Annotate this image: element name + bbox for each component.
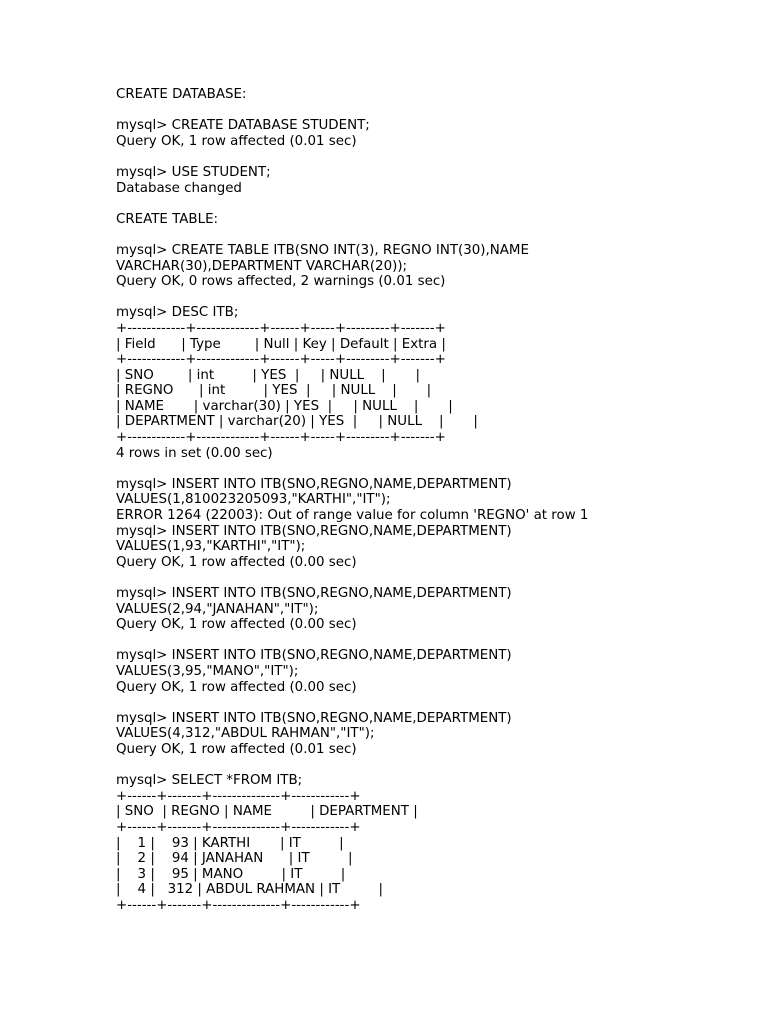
- text-line: mysql> CREATE DATABASE STUDENT;: [116, 118, 370, 134]
- text-line: | SNO | REGNO | NAME | DEPARTMENT |: [116, 804, 418, 820]
- text-line: Query OK, 1 row affected (0.00 sec): [116, 617, 357, 633]
- text-line: +------+-------+--------------+------------+: [116, 819, 361, 835]
- blank-line: [116, 149, 756, 165]
- text-line: mysql> INSERT INTO ITB(SNO,REGNO,NAME,DEPARTMENT): [116, 710, 512, 726]
- text-line: mysql> SELECT *FROM ITB;: [116, 773, 303, 789]
- blank-line: [116, 695, 756, 711]
- text-line: Database changed: [116, 180, 242, 196]
- text-line: | 1 | 93 | KARTHI | IT |: [116, 835, 344, 851]
- text-line: Query OK, 0 rows affected, 2 warnings (0.01 sec): [116, 274, 446, 290]
- text-line: VALUES(1,93,"KARTHI","IT");: [116, 539, 306, 555]
- text-line: VALUES(4,312,"ABDUL RAHMAN","IT");: [116, 726, 375, 742]
- text-line: +------------+-------------+------+-----+---------+-------+: [116, 430, 446, 446]
- text-line: mysql> DESC ITB;: [116, 305, 239, 321]
- blank-line: [116, 570, 756, 586]
- text-line: VALUES(2,94,"JANAHAN","IT");: [116, 601, 319, 617]
- text-line: mysql> INSERT INTO ITB(SNO,REGNO,NAME,DEPARTMENT): [116, 648, 512, 664]
- text-line: ERROR 1264 (22003): Out of range value for column 'REGNO' at row 1: [116, 508, 589, 524]
- text-line: CREATE DATABASE:: [116, 87, 247, 102]
- text-line: Query OK, 1 row affected (0.01 sec): [116, 133, 357, 149]
- blank-line: [116, 633, 756, 649]
- blank-line: [116, 227, 756, 243]
- text-line: mysql> USE STUDENT;: [116, 164, 271, 180]
- text-line: | 4 | 312 | ABDUL RAHMAN | IT |: [116, 882, 384, 898]
- blank-line: [116, 103, 756, 119]
- text-line: Query OK, 1 row affected (0.00 sec): [116, 679, 357, 695]
- text-line: VALUES(3,95,"MANO","IT");: [116, 663, 299, 679]
- text-line: +------+-------+--------------+------------+: [116, 788, 361, 804]
- text-line: | DEPARTMENT | varchar(20) | YES | | NULL | |: [116, 414, 478, 430]
- text-line: | 2 | 94 | JANAHAN | IT |: [116, 851, 353, 867]
- text-line: +------------+-------------+------+-----+---------+-------+: [116, 320, 446, 336]
- text-line: | Field | Type | Null | Key | Default | Extra |: [116, 336, 446, 352]
- blank-line: [116, 758, 756, 774]
- text-line: | NAME | varchar(30) | YES | | NULL | |: [116, 398, 453, 414]
- document-body: [116, 87, 756, 913]
- blank-line: [116, 196, 756, 212]
- text-line: +------------+-------------+------+-----+---------+-------+: [116, 352, 446, 368]
- text-line: | SNO | int | YES | | NULL | |: [116, 367, 420, 383]
- text-line: Query OK, 1 row affected (0.01 sec): [116, 741, 357, 757]
- text-line: VALUES(1,810023205093,"KARTHI","IT");: [116, 492, 391, 508]
- text-line: mysql> CREATE TABLE ITB(SNO INT(3), REGNO INT(30),NAME: [116, 242, 529, 258]
- text-line: mysql> INSERT INTO ITB(SNO,REGNO,NAME,DEPARTMENT): [116, 476, 512, 492]
- blank-line: [116, 290, 756, 306]
- text-line: mysql> INSERT INTO ITB(SNO,REGNO,NAME,DEPARTMENT): [116, 586, 512, 601]
- text-line: mysql> INSERT INTO ITB(SNO,REGNO,NAME,DEPARTMENT): [116, 523, 512, 539]
- blank-line: [116, 461, 756, 477]
- text-line: | 3 | 95 | MANO | IT |: [116, 866, 346, 882]
- text-line: +------+-------+--------------+------------+: [116, 897, 361, 913]
- text-line: VARCHAR(30),DEPARTMENT VARCHAR(20));: [116, 258, 408, 274]
- text-line: | REGNO | int | YES | | NULL | |: [116, 383, 432, 399]
- text-line: CREATE TABLE:: [116, 211, 219, 227]
- text-line: Query OK, 1 row affected (0.00 sec): [116, 554, 357, 570]
- text-line: 4 rows in set (0.00 sec): [116, 445, 273, 461]
